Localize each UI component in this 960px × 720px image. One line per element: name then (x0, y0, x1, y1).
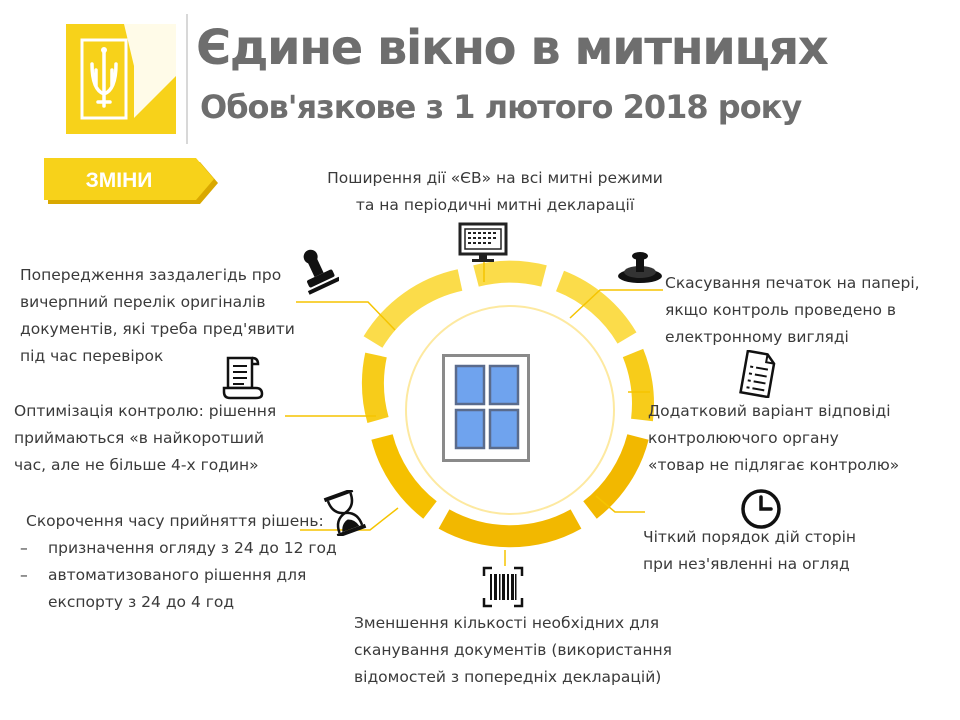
item-left1-line: документів, які треба пред'явити (20, 320, 295, 338)
item-top-line: та на періодичні митні декларації (355, 196, 635, 214)
item-bottom-line: відомостей з попередніх декларацій) (354, 668, 662, 686)
item-left3-bullet: – призначення огляду з 24 до 12 год (20, 535, 337, 562)
item-right1-line: якщо контроль проведено в (665, 301, 897, 319)
item-left2-line: приймаються «в найкоротший (14, 429, 265, 447)
item-right3-line: Чіткий порядок дій сторін (643, 528, 857, 546)
page-title: Єдине вікно в митницях (196, 20, 828, 76)
item-right1-line: Скасування печаток на папері, (665, 274, 920, 292)
item-left2-line: Оптимізація контролю: рішення (14, 402, 277, 420)
window-icon (442, 354, 530, 462)
item-top-line: Поширення дії «ЄВ» на всі митні режими (327, 169, 663, 187)
item-left3-bullet-cont: експорту з 24 до 4 год (48, 593, 235, 611)
computer-monitor-icon (458, 222, 508, 264)
barcode-icon (482, 566, 524, 608)
item-top (300, 165, 690, 219)
item-left2 (14, 398, 276, 479)
item-bottom (354, 610, 672, 691)
ring-segment (373, 355, 378, 420)
page-subtitle: Обов'язкове з 1 лютого 2018 року (200, 88, 802, 126)
ring-segment (382, 437, 430, 510)
item-left3-lead: Скорочення часу прийняття рішень: (26, 512, 324, 530)
changes-tag-label: ЗМІНИ (85, 169, 153, 192)
item-left1 (20, 262, 295, 370)
item-left3 (20, 508, 337, 616)
ring-segment (633, 353, 643, 420)
item-right3-line: при нез'явленні на огляд (643, 555, 850, 573)
checklist-document-icon (738, 350, 778, 398)
item-left1-line: під час перевірок (20, 347, 164, 365)
item-right2 (648, 398, 899, 479)
item-left2-line: час, але не більше 4-х годин» (14, 456, 259, 474)
item-bottom-line: Зменшення кількості необхідних для (354, 614, 660, 632)
item-right2-line: «товар не підлягає контролю» (648, 456, 900, 474)
item-bottom-line: сканування документів (використання (354, 641, 672, 659)
stamp-icon (293, 248, 339, 298)
item-right1-line: електронному вигляді (665, 328, 849, 346)
item-left1-line: Попередження заздалегідь про (20, 266, 282, 284)
item-left1-line: вичерпний перелік оригіналів (20, 293, 266, 311)
seal-press-icon (616, 250, 664, 286)
ring-segment (444, 519, 576, 536)
item-right1 (665, 270, 920, 351)
item-right2-line: контролюючого органу (648, 429, 839, 447)
ring-segment (590, 437, 638, 510)
item-left3-bullet: – автоматизованого рішення для (20, 562, 337, 589)
item-right3 (643, 524, 856, 578)
ring-segment (476, 272, 544, 276)
ring-segment (373, 280, 460, 342)
item-right2-line: Додатковий варіант відповіді (648, 402, 891, 420)
